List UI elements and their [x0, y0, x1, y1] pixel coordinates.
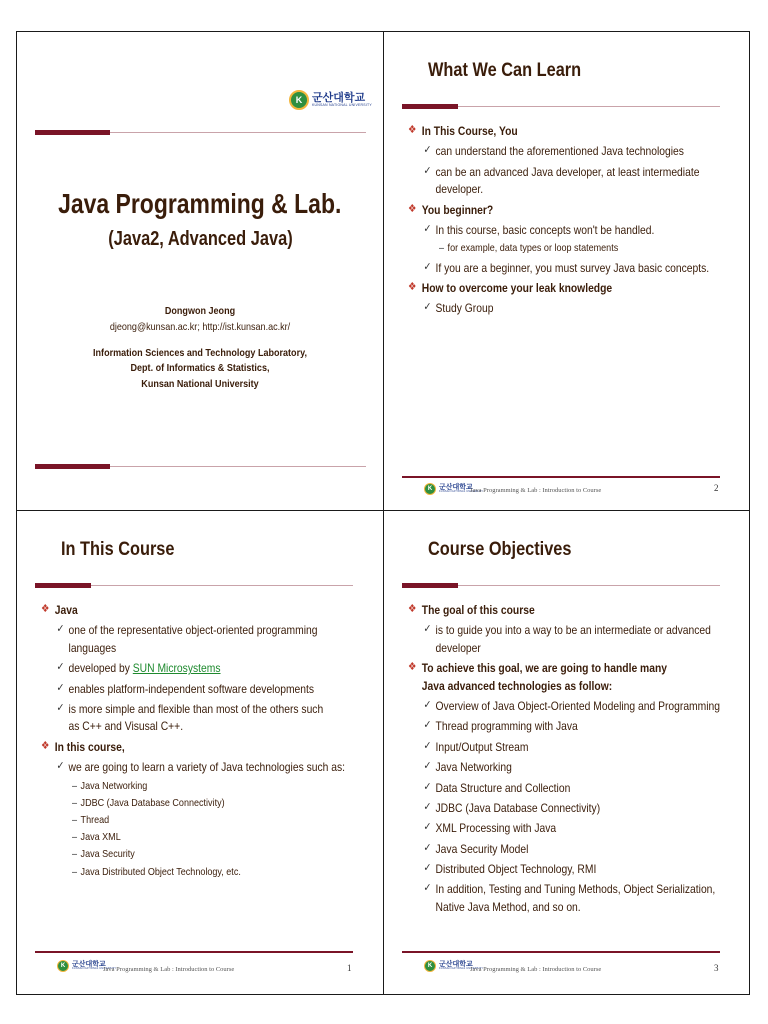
check-bullet-icon: ✓ — [56, 701, 65, 714]
check-bullet-icon: ✓ — [423, 623, 432, 636]
list-item: ✓ Distributed Object Technology, RMI — [423, 862, 597, 877]
logo-name: 군산대학교 — [439, 961, 473, 969]
logo-name: 군산대학교 — [72, 961, 106, 969]
check-bullet-icon: ✓ — [423, 862, 432, 875]
diamond-bullet-icon: ❖ — [408, 124, 417, 136]
top-accent-bar — [35, 130, 110, 135]
sub-list-item: – JDBC (Java Database Connectivity) — [41, 796, 368, 811]
dash-bullet-icon: – — [71, 831, 77, 844]
heading-accent-bar — [402, 583, 458, 588]
dash-bullet-icon: – — [71, 848, 77, 861]
diamond-bullet-icon: ❖ — [408, 280, 417, 293]
dash-bullet-icon: – — [438, 242, 444, 255]
check-bullet-icon: ✓ — [423, 780, 432, 793]
sub-list-item: – Java Distributed Object Technology, etc. — [41, 865, 368, 880]
logo-name: 군산대학교 — [312, 91, 366, 104]
check-bullet-icon: ✓ — [56, 760, 65, 773]
logo-subtitle: KUNSAN NATIONAL UNIVERSITY — [72, 967, 117, 971]
list-item: ✓ we are going to learn a variety of Java technologies such as: — [56, 760, 346, 775]
list-item: ✓ Java Security Model — [423, 841, 529, 856]
slide-subtitle: (Java2, Advanced Java) — [107, 228, 293, 250]
heading-rule — [458, 585, 720, 586]
check-bullet-icon: ✓ — [423, 800, 432, 813]
affiliation-university: Kunsan National University — [141, 378, 259, 390]
page-number: 3 — [714, 963, 719, 973]
slide-course-objectives — [384, 511, 750, 995]
check-bullet-icon: ✓ — [423, 739, 432, 752]
list-item: ✓ can understand the aforementioned Java technologies — [423, 144, 684, 159]
footer-text: Java Programming & Lab : Introduction to Course — [470, 966, 602, 973]
footer-text: Java Programming & Lab : Introduction to Course — [103, 966, 235, 973]
check-bullet-icon: ✓ — [423, 760, 432, 773]
diamond-bullet-icon: ❖ — [408, 202, 417, 215]
check-bullet-icon: ✓ — [423, 719, 432, 732]
bullet-overcome-knowledge: ❖ How to overcome your leak knowledge — [408, 280, 613, 295]
sub-list-item: – Java Security — [41, 847, 368, 862]
check-bullet-icon: ✓ — [423, 882, 432, 895]
dash-bullet-icon: – — [71, 865, 77, 878]
logo-subtitle: KUNSAN NATIONAL UNIVERSITY — [439, 490, 484, 494]
logo-subtitle: KUNSAN NATIONAL UNIVERSITY — [439, 967, 484, 971]
diamond-bullet-icon: ❖ — [408, 661, 417, 674]
bottom-accent-bar — [35, 464, 110, 469]
bullet-you-beginner: ❖ You beginner? — [408, 202, 494, 217]
list-item: ✓ one of the representative object-oriented programming languages — [56, 623, 318, 655]
diamond-bullet-icon: ❖ — [41, 603, 50, 615]
bullet-java: ❖ Java — [41, 603, 78, 617]
author-contact: djeong@kunsan.ac.kr; http://ist.kunsan.ac.kr/ — [109, 320, 291, 333]
heading-accent-bar — [35, 583, 91, 588]
bullet-in-this-course: ❖ In this course, — [41, 739, 125, 754]
page-number: 2 — [714, 483, 719, 493]
list-item: ✓ Data Structure and Collection — [423, 780, 571, 795]
check-bullet-icon: ✓ — [423, 841, 432, 854]
footer-rule — [402, 951, 720, 953]
check-bullet-icon: ✓ — [423, 301, 432, 314]
footer-rule — [402, 476, 720, 478]
slide-heading: In This Course — [61, 539, 175, 560]
bullet-goal: ❖ The goal of this course — [408, 603, 535, 617]
affiliation-dept: Dept. of Informatics & Statistics, — [130, 362, 270, 375]
author-name: Dongwon Jeong — [164, 305, 236, 317]
university-emblem-icon: K — [424, 960, 436, 972]
logo-subtitle: KUNSAN NATIONAL UNIVERSITY — [312, 102, 372, 107]
top-rule — [110, 132, 366, 133]
list-item: ✓ Overview of Java Object-Oriented Modeling and Programming — [423, 698, 721, 713]
footer-rule — [35, 951, 353, 953]
university-emblem-icon: K — [57, 960, 69, 972]
check-bullet-icon: ✓ — [423, 698, 432, 711]
slide-heading: Course Objectives — [428, 539, 572, 560]
slide-what-we-can-learn — [384, 32, 750, 510]
heading-rule — [91, 585, 353, 586]
dash-bullet-icon: – — [71, 796, 77, 809]
list-item: ✓ Thread programming with Java — [423, 719, 578, 734]
sub-list-item: – for example, data types or loop statements — [408, 241, 735, 256]
check-bullet-icon: ✓ — [423, 260, 432, 273]
list-item: ✓ developed by SUN Microsystems — [56, 661, 221, 676]
slide-content — [408, 120, 735, 318]
affiliation-lab: Information Sciences and Technology Laboratory, — [93, 346, 307, 359]
dash-bullet-icon: – — [71, 813, 77, 826]
check-bullet-icon: ✓ — [423, 821, 432, 834]
bottom-rule — [110, 466, 366, 467]
check-bullet-icon: ✓ — [56, 623, 65, 636]
check-bullet-icon: ✓ — [423, 164, 432, 177]
sub-list-item: – Java XML — [41, 830, 368, 845]
slide-title — [17, 32, 383, 510]
page-number: 1 — [347, 963, 352, 973]
slide-content — [408, 599, 735, 916]
check-bullet-icon: ✓ — [423, 144, 432, 157]
bullet-in-this-course: ❖ In This Course, You — [408, 124, 518, 138]
check-bullet-icon: ✓ — [423, 222, 432, 235]
list-item: ✓ is more simple and flexible than most of the others such as C++ and Visusal C++. — [56, 701, 324, 734]
diamond-bullet-icon: ❖ — [408, 603, 417, 615]
list-item: ✓ XML Processing with Java — [423, 821, 557, 836]
diamond-bullet-icon: ❖ — [41, 739, 50, 752]
check-bullet-icon: ✓ — [56, 661, 65, 674]
university-logo — [289, 90, 372, 110]
slide-heading: What We Can Learn — [428, 60, 582, 81]
check-bullet-icon: ✓ — [56, 681, 65, 694]
bullet-achieve-goal: ❖ To achieve this goal, we are going to handle many Java advanced technologies as follow: — [408, 661, 668, 693]
footer-text: Java Programming & Lab : Introduction to Course — [470, 487, 602, 494]
slide-in-this-course — [17, 511, 383, 995]
university-emblem-icon: K — [424, 483, 436, 495]
list-item: ✓ JDBC (Java Database Connectivity) — [423, 800, 601, 815]
list-item: ✓ Study Group — [423, 301, 494, 316]
sub-list-item: – Thread — [41, 813, 368, 828]
list-item: ✓ In addition, Testing and Tuning Methods, Object Serialization, Native Java Method, and so on. — [423, 882, 716, 914]
list-item: ✓ is to guide you into a way to be an intermediate or advanced developer — [423, 623, 711, 655]
list-item: ✓ In this course, basic concepts won't be handled. — [423, 222, 655, 237]
logo-name: 군산대학교 — [439, 484, 473, 492]
list-item: ✓ If you are a beginner, you must survey Java basic concepts. — [423, 260, 710, 275]
list-item: ✓ Java Networking — [423, 760, 512, 775]
slide-content — [41, 599, 368, 880]
author-block — [17, 304, 383, 393]
heading-accent-bar — [402, 104, 458, 109]
university-emblem-icon: K — [289, 90, 309, 110]
dash-bullet-icon: – — [71, 779, 77, 792]
sun-microsystems-link[interactable]: SUN Microsystems — [132, 661, 221, 676]
sub-list-item: – Java Networking — [41, 779, 368, 794]
list-item: ✓ enables platform-independent software developments — [56, 681, 315, 696]
list-item: ✓ can be an advanced Java developer, at least intermediate developer. — [423, 164, 700, 197]
slide-main-title: Java Programming & Lab. — [58, 188, 342, 219]
list-item: ✓ Input/Output Stream — [423, 739, 529, 754]
heading-rule — [458, 106, 720, 107]
